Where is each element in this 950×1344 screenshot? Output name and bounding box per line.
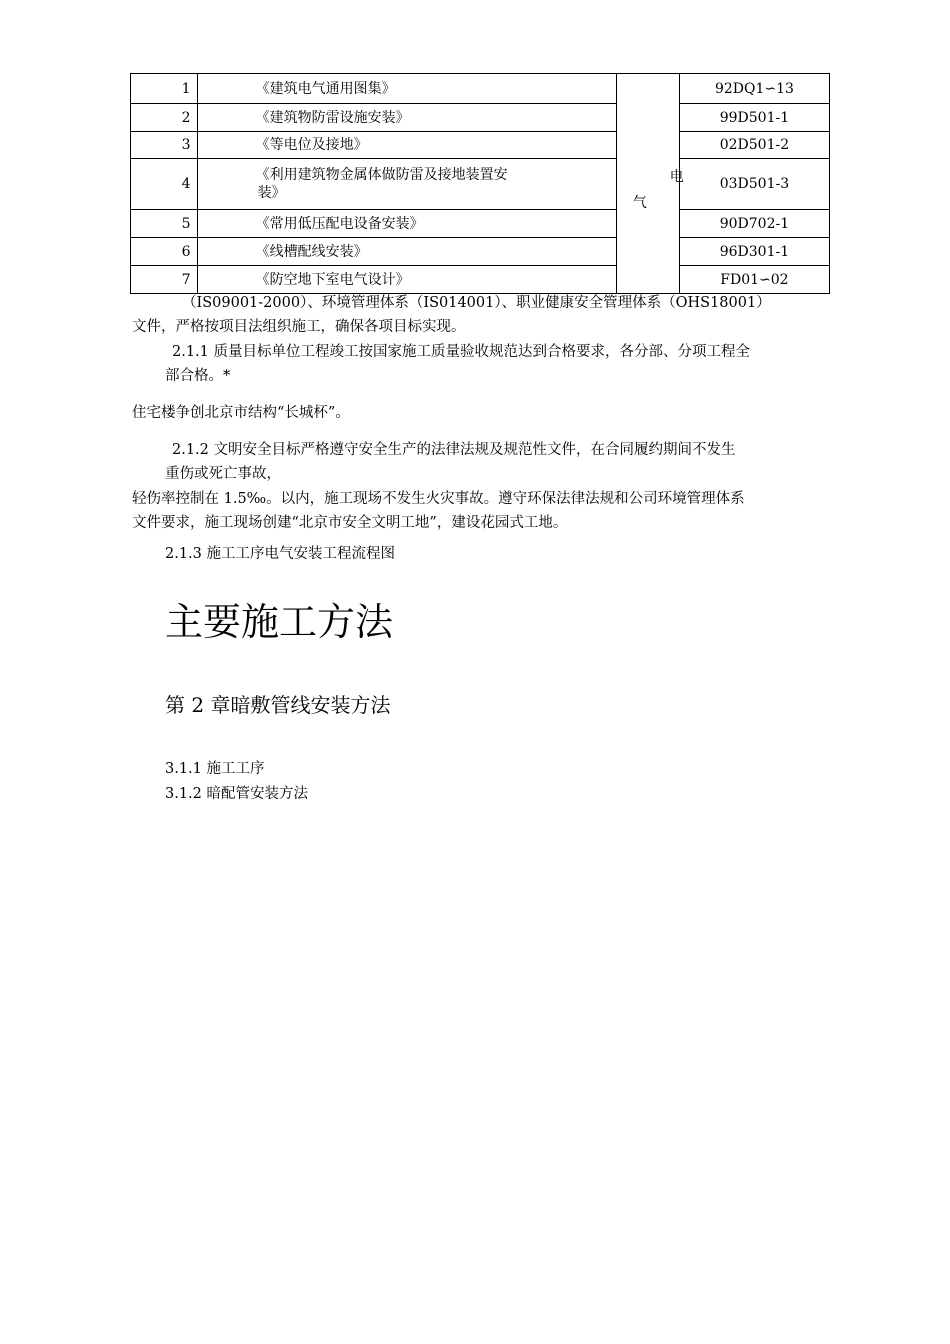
row-number: 7 [131,266,198,294]
row-code: 99D501-1 [679,104,829,132]
row-title-line: 装》 [257,185,286,201]
row-number: 1 [131,74,198,104]
paragraph-line: （IS09001-2000）、环境管理体系（IS014001）、职业健康安全管理体系（OHS18001） [182,295,771,311]
quality-target-line: 2.1.1 质量目标单位工程竣工按国家施工质量验收规范达到合格要求，各分部、分项工程全 [172,344,750,360]
row-title-line: 《利用建筑物金属体做防雷及接地装置安 [255,167,508,183]
safety-target-line: 2.1.2 文明安全目标严格遵守安全生产的法律法规及规范性文件，在合同履约期间不发生 [172,442,736,458]
row-title: 《等电位及接地》 [197,132,616,159]
row-title: 《防空地下室电气设计》 [197,266,616,294]
paragraph-line: 文件要求，施工现场创建“北京市安全文明工地”，建设花园式工地。 [132,515,568,531]
subsection-heading: 3.1.2 暗配管安装方法 [165,786,309,802]
category-cell [616,74,684,294]
row-title: 《建筑物防雷设施安装》 [197,104,616,132]
row-title: 《常用低压配电设备安装》 [197,210,616,238]
flowchart-caption: 2.1.3 施工工序电气安装工程流程图 [165,546,396,562]
row-code: 03D501-3 [679,159,829,210]
category-char-1: 电 [669,169,684,185]
row-title: 《建筑电气通用图集》 [197,74,616,104]
row-title [197,159,616,210]
subsection-heading: 3.1.1 施工工序 [165,761,265,777]
row-number: 3 [131,132,198,159]
row-title: 《线槽配线安装》 [197,238,616,266]
row-code: 02D501-2 [679,132,829,159]
paragraph-line: 住宅楼争创北京市结构“长城杯”。 [132,405,350,421]
row-code: 90D702-1 [679,210,829,238]
row-code: 92DQ1∽13 [679,74,829,104]
standards-table [130,73,830,294]
table-row [131,266,830,294]
row-number: 5 [131,210,198,238]
row-number: 2 [131,104,198,132]
table-row [131,159,830,210]
chapter-heading: 第 2 章暗敷管线安装方法 [165,693,391,717]
row-number: 4 [131,159,198,210]
category-char-2: 气 [632,195,647,211]
row-code: 96D301-1 [679,238,829,266]
paragraph-line: 轻伤率控制在 1.5‰。以内，施工现场不发生火灾事故。遵守环保法律法规和公司环境管理体系 [132,491,745,507]
section-heading: 主要施工方法 [165,600,394,644]
quality-target-line: 部合格。* [165,368,231,384]
table-row [131,132,830,159]
table-row [131,104,830,132]
table-row [131,210,830,238]
paragraph-line: 文件，严格按项目法组织施工，确保各项目标实现。 [132,319,466,335]
table-row [131,74,830,104]
table-row [131,238,830,266]
safety-target-line: 重伤或死亡事故， [165,466,281,482]
row-code: FD01∽02 [679,266,829,294]
row-number: 6 [131,238,198,266]
